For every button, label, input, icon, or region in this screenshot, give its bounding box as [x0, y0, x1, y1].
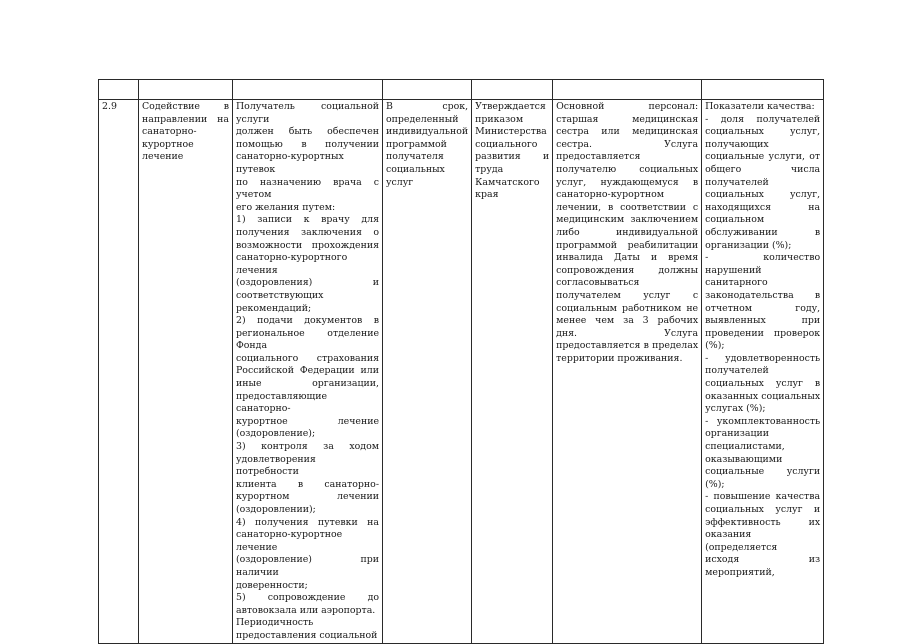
description-line: по назначению врача с учетом [236, 176, 379, 201]
description-line: должен быть обеспечен [236, 126, 379, 138]
quality-line: социальных услуг и [705, 504, 821, 515]
description-line: Периодичность [236, 617, 314, 629]
description-line: курортное лечение [236, 415, 379, 427]
quality-line: отчетном году, [705, 302, 821, 314]
description-line: доверенности; [236, 579, 308, 591]
description-line: санаторно-курортного лечения [236, 252, 348, 276]
description-line: 2) подачи документов в [236, 315, 379, 327]
blank-cell [702, 80, 824, 100]
description-line: санаторно-курортных путевок [236, 151, 344, 175]
quality-line: социальных услуг, [705, 126, 821, 138]
quality-line: социальные услуги (%); [705, 466, 821, 490]
quality-line: социальных услуг, [705, 189, 821, 201]
service-term: В срок, определенный индивидуальной программой получателя социальных услуг [383, 100, 472, 644]
quality-line: оказания (определяется [705, 529, 778, 553]
blank-cell [383, 80, 472, 100]
quality-line: - удовлетворенность [705, 352, 821, 364]
description-line: соответствующих [236, 289, 324, 301]
description-line: удовлетворения потребности [236, 453, 316, 478]
description-line: его желания путем: [236, 201, 336, 213]
quality-line: оказанных социальных [705, 390, 821, 402]
service-standard: Утверждается приказом Министерства социального развития и труда Камчатского края [472, 100, 553, 644]
description-line: клиента в санаторно- [236, 478, 379, 490]
description-line: (оздоровление) при наличии [236, 554, 379, 578]
description-line: Получатель социальной услуги [236, 101, 379, 125]
description-line: (оздоровления) и [236, 277, 379, 289]
description-line: 1) записи к врачу для [236, 214, 379, 226]
quality-line: санитарного [705, 277, 768, 289]
quality-line: социальных услуг в [705, 378, 821, 390]
quality-line: законодательства в [705, 289, 821, 301]
description-line: (оздоровление); [236, 428, 316, 440]
quality-line: общего числа [705, 163, 821, 175]
quality-line: обслуживании в [705, 226, 821, 238]
description-line: предоставляющие санаторно- [236, 390, 328, 415]
quality-line: эффективность их [705, 516, 821, 528]
row-number: 2.9 [99, 100, 139, 644]
quality-line: услугах (%); [705, 403, 766, 415]
description-line: получения заключения о [236, 226, 379, 238]
description-line: предоставления социальной [236, 629, 378, 641]
quality-line: специалистами, [705, 441, 785, 453]
quality-line: получающих [705, 138, 769, 150]
description-line: региональное отделение Фонда [236, 327, 379, 352]
description-line: рекомендаций; [236, 302, 312, 314]
description-line: помощью в получении [236, 138, 379, 150]
blank-cell [233, 80, 383, 100]
quality-line: исходя из мероприятий, [705, 554, 821, 578]
quality-lines [705, 101, 820, 580]
description-line: 5) сопровождение до [236, 592, 379, 604]
description-line: иные организации, [236, 378, 379, 390]
quality-indicators [702, 100, 824, 644]
description-line: курортном лечении [236, 491, 379, 503]
quality-line: - доля получателей [705, 113, 821, 125]
description-line: 4) получения путевки на [236, 516, 379, 528]
blank-cell [99, 80, 139, 100]
service-description [233, 100, 383, 644]
quality-line: социальные услуги, от [705, 151, 821, 163]
social-services-table [98, 79, 824, 644]
description-line: санаторно-курортное лечение [236, 529, 343, 553]
header-spacer-row [99, 80, 824, 100]
quality-line: (%); [705, 340, 725, 352]
quality-line: находящихся на [705, 201, 821, 213]
description-lines [236, 101, 379, 643]
quality-line: организации (%); [705, 239, 792, 251]
quality-line: оказывающими [705, 453, 783, 465]
blank-cell [472, 80, 553, 100]
table-row [99, 100, 824, 644]
description-line: 3) контроля за ходом [236, 441, 379, 453]
description-line: возможности прохождения [236, 239, 379, 251]
quality-line: получателей [705, 176, 769, 188]
quality-line: получателей [705, 365, 769, 377]
service-name: Содействие в направлении на санаторно-курортное лечение [139, 100, 233, 644]
description-line: Российской Федерации или [236, 365, 379, 377]
quality-line: проведении проверок [705, 327, 821, 339]
description-line: (оздоровлении); [236, 504, 316, 515]
quality-line: выявленных при [705, 315, 821, 327]
service-conditions: Основной персонал: старшая медицинская сестра или медицинская сестра. Услуга предоставляется получателю социальных услуг, нуждающемуся в санаторно-курортном лечении, в соответствии с медицинским заключением либо индивидуальной программой реабилитации инвалида Даты и время сопровождения должны согласовываться получателем услуг с социальным работником не менее чем за 3 рабочих дня. Услуга предоставляется в пределах территории проживания. [553, 100, 702, 644]
quality-line: Показатели качества: [705, 101, 815, 112]
quality-line: - повышение качества [705, 491, 821, 503]
quality-line: организации [705, 428, 769, 440]
blank-cell [553, 80, 702, 100]
blank-cell [139, 80, 233, 100]
quality-line: социальном [705, 214, 765, 226]
description-line: социального страхования [236, 352, 379, 364]
quality-line: - количество нарушений [705, 252, 821, 276]
quality-line: - укомплектованность [705, 415, 821, 427]
description-line: автовокзала или аэропорта. [236, 604, 376, 616]
